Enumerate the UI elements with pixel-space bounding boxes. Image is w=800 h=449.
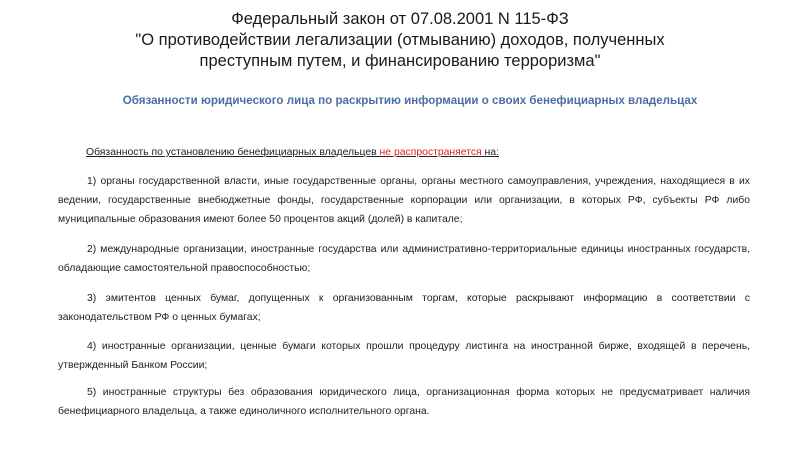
page-title: [70, 9, 730, 72]
section-subtitle: Обязанности юридического лица по раскрытию информации о своих бенефициарных владельцах: [122, 94, 698, 107]
list-item-5: 5) иностранные структуры без образования юридического лица, организационная форма которых не предусматривает наличия бенефициарного владельца, а также единоличного исполнительного органа.: [58, 387, 750, 417]
title-line-2: "О противодействии легализации (отмыванию) доходов, полученных: [135, 31, 665, 49]
lead-highlight: не распространяется: [379, 147, 482, 158]
lead-paragraph: [86, 147, 499, 158]
list-item-4: 4) иностранные организации, ценные бумаги которых прошли процедуру листинга на иностранной бирже, входящей в перечень, утвержденный Банком России;: [58, 341, 750, 371]
list-item-2: 2) международные организации, иностранные государства или административно-территориальные единицы иностранных государств, обладающие самостоятельной правоспособностью;: [58, 244, 750, 274]
title-line-1: Федеральный закон от 07.08.2001 N 115-ФЗ: [231, 10, 569, 28]
title-line-3: преступным путем, и финансированию терроризма": [199, 52, 601, 70]
lead-text-before: Обязанность по установлению бенефициарных владельцев: [86, 147, 380, 158]
lead-text-after: на:: [481, 147, 499, 158]
list-item-3: 3) эмитентов ценных бумаг, допущенных к организованным торгам, которые раскрывают информацию в соответствии с законодательством РФ о ценных бумагах;: [58, 293, 750, 323]
list-item-1: 1) органы государственной власти, иные государственные органы, органы местного самоуправления, учреждения, находящиеся в их ведении, государственные внебюджетные фонды, государственные корпорации или организации, в которых РФ, субъекты РФ либо муниципальные образования имеют более 50 процентов акций (долей) в капитале;: [58, 176, 750, 225]
